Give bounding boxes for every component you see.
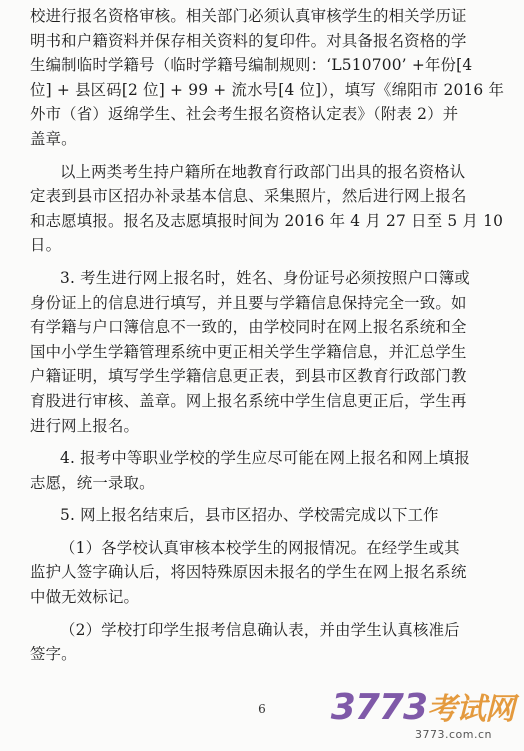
text-line: 日。 (30, 236, 62, 255)
watermark-logo-text: 考试网 (427, 692, 514, 727)
text-line: 位] + 县区码[2 位] + 99 + 流水号[4 位]），填写《绵阳市 2016 年 (30, 80, 505, 99)
document-body (30, 4, 505, 667)
paragraph-registration-time (30, 160, 504, 258)
text-line: 育股进行审核、盖章。网上报名系统中学生信息更正后，学生再 (30, 391, 467, 410)
watermark-logo-digits: 3773 (330, 687, 427, 728)
text-line: 进行网上报名。 (30, 416, 140, 435)
paragraph-item-4 (30, 446, 500, 495)
text-line: 5. 网上报名结束后，县市区招办、学校需完成以下工作 (60, 506, 439, 525)
text-line: （2）学校打印学生报考信息确认表，并由学生认真核准后 (60, 620, 460, 639)
text-line: 监护人签字确认后，将因特殊原因未报名的学生在网上报名系统 (30, 563, 467, 582)
paragraph-subitem-2 (30, 618, 500, 667)
text-line: 定表到县市区招办补录基本信息、采集照片，然后进行网上报名 (30, 187, 467, 206)
text-line: 有学籍与户口簿信息不一致的，由学校同时在网上报名系统和全 (30, 318, 467, 337)
text-line: 中做无效标记。 (30, 588, 140, 607)
watermark-url: 3773.com.cn (415, 728, 492, 741)
text-line: 3. 考生进行网上报名时，姓名、身份证号必须按照户口簿或 (60, 268, 470, 287)
text-line: 户籍证明，填写学生学籍信息更正表，到县市区教育行政部门教 (30, 367, 467, 386)
text-line: （1）各学校认真审核本校学生的网报情况。在经学生或其 (60, 538, 460, 557)
text-line: 签字。 (30, 645, 77, 664)
paragraph-subitem-1 (30, 536, 500, 610)
text-line: 校进行报名资格审核。相关部门必须认真审核学生的相关学历证 (30, 7, 467, 25)
text-line: 外市（省）返绵学生、社会考生报名资格认定表》（附表 2）并 (30, 105, 459, 124)
text-line: 盖章。 (30, 129, 77, 148)
text-line: 志愿，统一录取。 (30, 473, 155, 492)
page-number: 6 (258, 702, 266, 716)
text-line: 生编制临时学籍号（临时学籍号编制规则：‘L510700’ +年份[4 (30, 56, 473, 75)
paragraph-item-3 (30, 266, 500, 438)
text-line: 身份证上的信息进行填写，并且要与学籍信息保持完全一致。如 (30, 293, 467, 312)
text-line: 国中小学生学籍管理系统中更正相关学生学籍信息，并汇总学生 (30, 342, 467, 361)
paragraph-item-5 (30, 503, 500, 528)
text-line: 4. 报考中等职业学校的学生应尽可能在网上报名和网上填报 (60, 449, 470, 468)
watermark-logo (330, 687, 514, 746)
text-line: 和志愿填报。报名及志愿填报时间为 2016 年 4 月 27 日至 5 月 10 (30, 211, 504, 230)
text-line: 明书和户籍资料并保存相关资料的复印件。对具备报名资格的学 (30, 31, 467, 50)
watermark-logo-mark (331, 688, 514, 730)
paragraph-eligibility-review (30, 4, 505, 152)
text-line: 以上两类考生持户籍所在地教育行政部门出具的报名资格认 (60, 162, 466, 181)
